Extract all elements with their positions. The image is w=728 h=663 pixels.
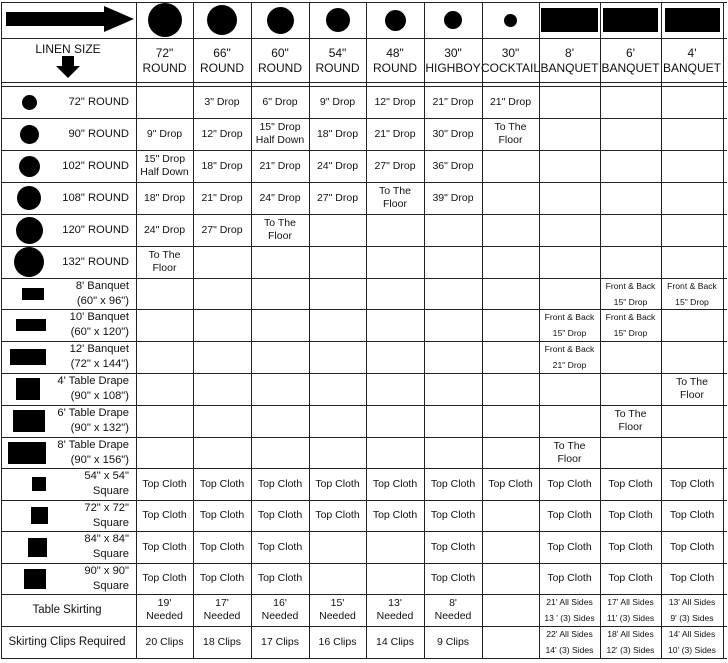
table-cell: Front & Back 15" Drop — [544, 312, 595, 338]
table-cell: 27" Drop — [374, 159, 416, 172]
row-label — [0, 373, 133, 405]
row-label — [0, 437, 133, 468]
table-cell: To The Floor — [379, 185, 411, 210]
table-cell: Top Cloth — [608, 477, 653, 490]
row-label-text: 12' Banquet (72" x 144") — [69, 343, 129, 370]
table-cell: 15" Drop Half Down — [140, 153, 189, 178]
column-size: 6' — [626, 46, 635, 60]
table-cell: 21" Drop — [489, 95, 532, 108]
table-cell: Top Cloth — [199, 540, 245, 553]
table-cell: Top Cloth — [315, 477, 360, 490]
table-cell: 18" Drop — [143, 191, 186, 204]
row-label-text: 108" ROUND — [62, 191, 129, 204]
round-table-icon — [326, 8, 350, 32]
table-cell: Top Cloth — [142, 509, 187, 521]
table-cell: Top Cloth — [199, 477, 245, 490]
banquet-table-icon — [603, 8, 658, 32]
table-cell: Front & Back 21" Drop — [544, 344, 595, 370]
table-cell: Top Cloth — [142, 540, 187, 553]
row-label-text: 72" x 72" Square — [84, 501, 129, 529]
table-cell: 18" Drop — [201, 159, 243, 172]
table-cell: Top Cloth — [669, 572, 715, 584]
row-label-text: 4' Table Drape (90" x 108") — [57, 375, 129, 402]
table-cell: 30" Drop — [432, 127, 474, 140]
table-cell: Front & Back 15" Drop — [667, 280, 717, 307]
column-header — [136, 40, 193, 82]
footer-cell: 22' All Sides 14' (3) Sides — [545, 629, 594, 655]
table-cell: 24" Drop — [259, 191, 301, 204]
column-header — [193, 40, 251, 82]
grid-hline — [1, 38, 727, 39]
table-cell: 21" Drop — [259, 159, 301, 172]
row-label — [0, 118, 133, 150]
row-label-text: 90" ROUND — [68, 127, 129, 140]
row-label-text: 84" x 84" Square — [84, 533, 129, 560]
column-size: 66" — [213, 46, 231, 60]
column-type: ROUND — [315, 61, 360, 75]
column-type: BANQUET — [601, 61, 660, 75]
table-cell: Top Cloth — [669, 509, 715, 521]
row-label — [0, 341, 133, 373]
footer-label: Skirting Clips Required — [8, 636, 126, 648]
table-cell: Top Cloth — [547, 509, 592, 521]
column-header — [251, 40, 309, 82]
round-table-icon — [444, 11, 462, 29]
row-label — [0, 563, 133, 594]
row-label — [0, 182, 133, 214]
row-label — [0, 500, 133, 531]
footer-cell: 9 Clips — [436, 635, 470, 648]
table-cell: 12" Drop — [374, 95, 416, 108]
table-cell: Top Cloth — [372, 509, 418, 521]
column-type: BANQUET — [540, 61, 599, 75]
row-label-text: 10' Banquet (60" x 120") — [69, 311, 129, 338]
table-cell: Top Cloth — [257, 477, 303, 490]
footer-cell: 8' Needed — [434, 597, 472, 622]
column-type: COCKTAIL — [480, 61, 541, 75]
table-cell: 9" Drop — [319, 95, 356, 108]
table-cell: 18" Drop — [316, 127, 359, 140]
table-cell: 3" Drop — [204, 95, 240, 108]
table-cell: To The Floor — [148, 249, 181, 274]
row-label — [0, 309, 133, 341]
header-arrow — [6, 6, 134, 32]
table-cell: Top Cloth — [669, 477, 715, 490]
table-cell: 24" Drop — [143, 223, 186, 236]
table-cell: To The Floor — [264, 217, 296, 242]
column-size: 48" — [386, 46, 404, 60]
table-cell: 27" Drop — [316, 191, 359, 204]
column-size: 54" — [328, 46, 347, 60]
grid-hline — [1, 658, 727, 659]
table-cell: To The Floor — [494, 121, 527, 146]
table-cell: 21" Drop — [374, 127, 416, 140]
column-header — [539, 40, 600, 82]
row-label — [0, 468, 133, 500]
column-header — [661, 40, 723, 82]
table-cell: Front & Back 15" Drop — [605, 312, 656, 338]
footer-cell: 14' All Sides 10' (3) Sides — [668, 629, 716, 655]
footer-cell: 13' Needed — [376, 597, 414, 622]
round-table-icon — [207, 5, 237, 35]
table-cell: Top Cloth — [430, 477, 476, 490]
column-size: 4' — [687, 46, 697, 60]
column-type: ROUND — [258, 61, 302, 75]
table-cell: Top Cloth — [257, 572, 303, 584]
row-label-text: 72" ROUND — [68, 95, 129, 108]
column-size: 30" — [444, 46, 462, 60]
table-cell: Top Cloth — [315, 509, 360, 521]
table-cell: 21" Drop — [432, 95, 474, 108]
column-type: ROUND — [200, 61, 244, 75]
linen-size-label: LINEN SIZE — [35, 42, 101, 56]
table-cell: Top Cloth — [142, 572, 187, 584]
table-cell: Top Cloth — [199, 572, 245, 584]
table-cell: To The Floor — [676, 376, 708, 401]
table-cell: 21" Drop — [201, 191, 243, 204]
table-cell: 24" Drop — [316, 159, 359, 172]
footer-cell: 20 Clips — [145, 635, 184, 648]
table-cell: 39" Drop — [432, 191, 474, 204]
footer-cell: 17' Needed — [203, 597, 241, 622]
column-header — [366, 40, 424, 82]
footer-cell: 16' Needed — [261, 597, 299, 622]
footer-cell: 21' All Sides 13 ' (3) Sides — [544, 597, 595, 623]
column-header — [600, 40, 661, 82]
table-cell: 15" Drop Half Down — [255, 121, 305, 146]
footer-cell: 13' All Sides 9' (3) Sides — [668, 597, 716, 623]
row-label — [0, 405, 133, 437]
table-cell: 12" Drop — [201, 127, 243, 140]
column-size: 8' — [565, 46, 574, 60]
round-table-icon — [148, 3, 182, 37]
footer-cell: 18 Clips — [203, 635, 241, 648]
column-size: 72" — [155, 46, 174, 60]
row-label — [0, 150, 133, 182]
table-cell: Top Cloth — [199, 509, 245, 521]
column-size: 30" — [501, 46, 520, 60]
row-label — [0, 246, 133, 278]
banquet-table-icon — [665, 8, 720, 32]
round-table-icon — [385, 10, 406, 31]
footer-cell: 17' All Sides 11' (3) Sides — [606, 597, 655, 623]
row-label — [0, 214, 133, 246]
row-label-text: 54" x 54" Square — [84, 470, 129, 497]
column-size: 60" — [271, 46, 289, 60]
row-label-text: 8' Banquet (60" x 96") — [75, 279, 129, 307]
table-cell: 6" Drop — [262, 95, 298, 108]
round-table-icon — [504, 14, 517, 27]
banquet-table-icon — [541, 8, 598, 32]
row-label-text: 8' Table Drape (90" x 156") — [57, 438, 129, 466]
grid-vline — [723, 2, 724, 659]
footer-label: Table Skirting — [32, 604, 102, 616]
down-arrow-icon — [56, 56, 80, 78]
table-cell: 36" Drop — [432, 159, 474, 172]
row-label — [0, 278, 133, 309]
table-cell: 27" Drop — [201, 223, 243, 236]
row-label — [0, 531, 133, 563]
table-cell: Top Cloth — [608, 572, 653, 584]
footer-cell: 18' All Sides 12' (3) Sides — [606, 629, 655, 655]
grid-hline — [1, 2, 727, 3]
table-cell: Top Cloth — [547, 572, 592, 584]
row-label-text: 6' Table Drape (90" x 132") — [57, 407, 129, 434]
footer-cell: 17 Clips — [261, 635, 299, 648]
table-cell: Top Cloth — [488, 477, 533, 490]
table-cell: Top Cloth — [372, 477, 418, 490]
table-cell: Top Cloth — [669, 540, 715, 553]
column-type: HIGHBOY — [425, 61, 481, 75]
table-cell: Top Cloth — [547, 477, 592, 490]
footer-cell: 15' Needed — [319, 597, 356, 622]
column-header — [424, 40, 482, 82]
row-label-text: 102" ROUND — [62, 159, 129, 172]
footer-cell: 19' Needed — [146, 597, 183, 622]
table-cell: Top Cloth — [257, 540, 303, 553]
table-cell: Top Cloth — [430, 540, 476, 553]
table-cell: Front & Back 15" Drop — [605, 280, 656, 307]
table-cell: 9" Drop — [146, 127, 183, 140]
row-label-text: 132" ROUND — [62, 255, 129, 268]
column-header — [309, 40, 366, 82]
table-cell: Top Cloth — [608, 509, 653, 521]
table-cell: Top Cloth — [608, 540, 653, 553]
footer-cell: 16 Clips — [318, 635, 357, 648]
round-table-icon — [267, 7, 294, 34]
column-type: ROUND — [142, 61, 187, 75]
table-cell: To The Floor — [614, 408, 647, 433]
column-type: BANQUET — [662, 61, 721, 75]
row-label-text: 120" ROUND — [62, 223, 129, 236]
footer-cell: 14 Clips — [376, 635, 414, 648]
table-cell: Top Cloth — [257, 509, 303, 521]
row-label — [0, 86, 133, 118]
column-type: ROUND — [373, 61, 417, 75]
table-cell: Top Cloth — [430, 572, 476, 584]
table-cell: Top Cloth — [142, 477, 187, 490]
table-cell: Top Cloth — [430, 509, 476, 521]
table-cell: Top Cloth — [547, 540, 592, 553]
table-cell: To The Floor — [553, 439, 586, 465]
column-header — [482, 40, 539, 82]
row-label-text: 90" x 90" Square — [84, 564, 129, 592]
